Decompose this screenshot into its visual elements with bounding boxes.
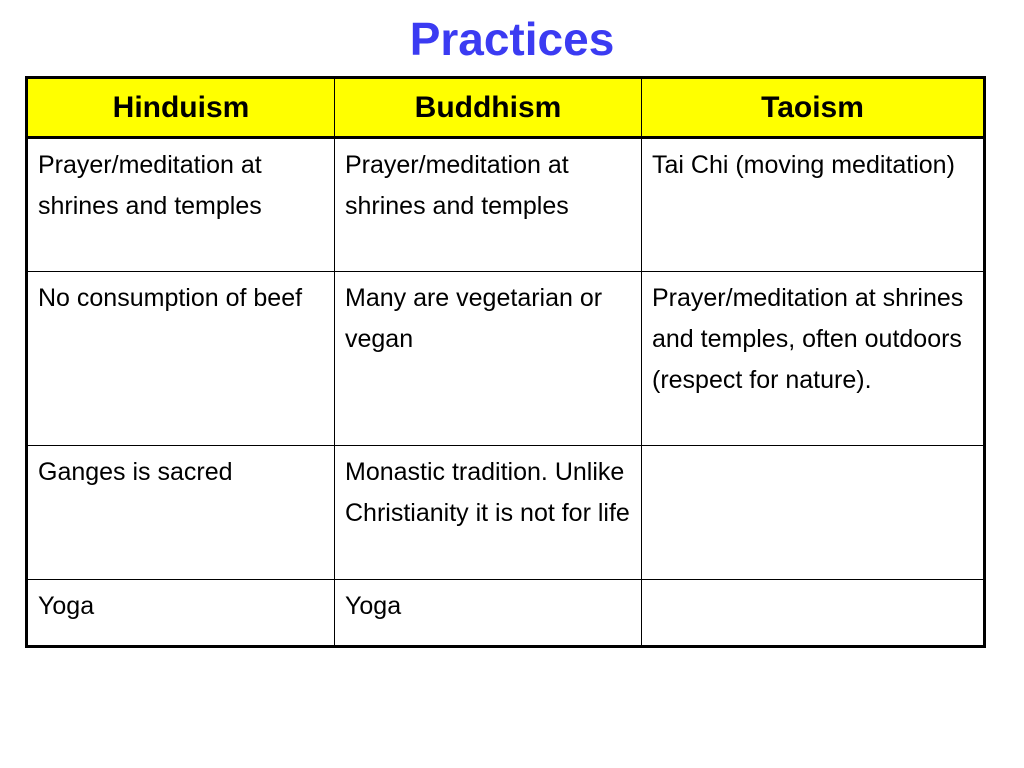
cell-text: Prayer/meditation at shrines and temples bbox=[38, 151, 262, 220]
cell-text: No consumption of beef bbox=[38, 284, 303, 312]
cell-text: Prayer/meditation at shrines and temples, often outdoors (respect for nature). bbox=[652, 284, 964, 394]
cell-text: Prayer/meditation at shrines and temples bbox=[345, 151, 569, 220]
table-row bbox=[27, 138, 985, 272]
cell-text: Tai Chi (moving meditation) bbox=[652, 151, 955, 179]
cell-text: Monastic tradition. Unlike Christianity it is not for life bbox=[345, 458, 630, 527]
cell-text: Ganges is sacred bbox=[38, 458, 233, 486]
table-cell-taoism bbox=[642, 580, 985, 647]
header-hinduism: Hinduism bbox=[27, 78, 335, 138]
table-cell-hinduism bbox=[27, 272, 335, 446]
header-buddhism: Buddhism bbox=[335, 78, 642, 138]
header-taoism: Taoism bbox=[642, 78, 985, 138]
table-header-row bbox=[27, 78, 985, 138]
table-row bbox=[27, 272, 985, 446]
table-cell-taoism bbox=[642, 446, 985, 580]
table-cell-buddhism bbox=[335, 272, 642, 446]
cell-text: Yoga bbox=[345, 592, 402, 620]
table-cell-taoism bbox=[642, 138, 985, 272]
table-row bbox=[27, 446, 985, 580]
table-cell-buddhism bbox=[335, 138, 642, 272]
table-cell-hinduism bbox=[27, 580, 335, 647]
practices-table bbox=[25, 76, 986, 648]
cell-text: Yoga bbox=[38, 592, 95, 620]
slide-title: Practices bbox=[409, 13, 615, 65]
table-cell-hinduism bbox=[27, 138, 335, 272]
table-row bbox=[27, 580, 985, 647]
table-cell-buddhism bbox=[335, 446, 642, 580]
table-cell-buddhism bbox=[335, 580, 642, 647]
table-cell-taoism bbox=[642, 272, 985, 446]
cell-text: Many are vegetarian or vegan bbox=[345, 284, 603, 353]
table-cell-hinduism bbox=[27, 446, 335, 580]
